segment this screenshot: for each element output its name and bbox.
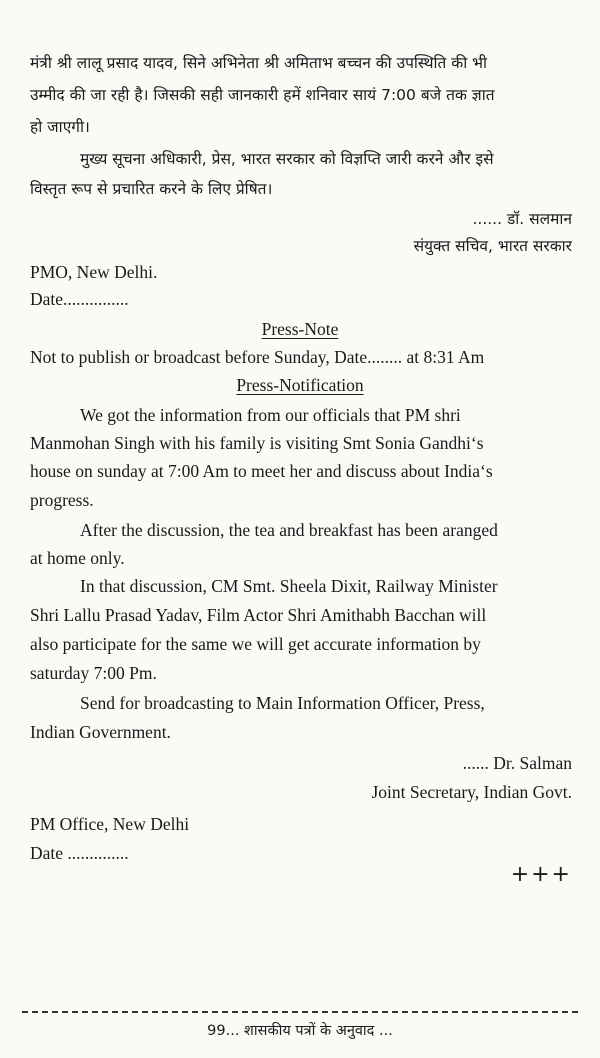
- hindi-line: मंत्री श्री लालू प्रसाद यादव, सिने अभिनेता श्री अमिताभ बच्चन की उपस्थिति की भी: [30, 54, 488, 72]
- press-notification-title: Press-Notification: [236, 375, 364, 395]
- hindi-designation: संयुक्त सचिव, भारत सरकार: [413, 237, 572, 255]
- paragraph-line: also participate for the same we will get accurate information by: [30, 634, 481, 654]
- paragraph-line: After the discussion, the tea and breakfast has been aranged: [80, 520, 498, 540]
- hindi-line: मुख्य सूचना अधिकारी, प्रेस, भारत सरकार को विज्ञप्ति जारी करने और इसे: [80, 150, 494, 168]
- paragraph-line: house on sunday at 7:00 Am to meet her and discuss about India‘s: [30, 461, 493, 481]
- hindi-signature: ...... डॉ. सलमान: [472, 210, 572, 228]
- page-footer: 99... शासकीय पत्रों के अनुवाद ...: [207, 1023, 393, 1039]
- date-line: Date...............: [30, 289, 129, 309]
- paragraph-line: at home only.: [30, 548, 125, 568]
- paragraph-line: saturday 7:00 Pm.: [30, 663, 157, 683]
- end-mark: +++: [510, 862, 572, 887]
- hindi-line: उम्मीद की जा रही है। जिसकी सही जानकारी हमें शनिवार सायं 7:00 बजे तक ज्ञात: [30, 86, 495, 104]
- signature: ...... Dr. Salman: [462, 753, 572, 773]
- office-name: PMO, New Delhi.: [30, 262, 158, 282]
- hindi-line: विस्तृत रूप से प्रचारित करने के लिए प्रेषित।: [30, 180, 273, 198]
- paragraph-line: progress.: [30, 490, 94, 510]
- hindi-line: हो जाएगी।: [30, 118, 90, 136]
- office-name: PM Office, New Delhi: [30, 814, 190, 834]
- paragraph-line: In that discussion, CM Smt. Sheela Dixit, Railway Minister: [80, 576, 498, 596]
- press-note-title: Press-Note: [261, 319, 339, 339]
- embargo-line: Not to publish or broadcast before Sunday, Date........ at 8:31 Am: [30, 347, 485, 367]
- footer-divider: [22, 1011, 578, 1013]
- designation: Joint Secretary, Indian Govt.: [371, 782, 572, 802]
- paragraph-line: We got the information from our officials that PM shri: [80, 405, 461, 425]
- paragraph-line: Manmohan Singh with his family is visiting Smt Sonia Gandhi‘s: [30, 433, 484, 453]
- paragraph-line: Shri Lallu Prasad Yadav, Film Actor Shri Amithabh Bacchan will: [30, 605, 487, 625]
- paragraph-line: Indian Government.: [30, 722, 171, 742]
- paragraph-line: Send for broadcasting to Main Information Officer, Press,: [80, 693, 485, 713]
- date-line: Date ..............: [30, 843, 129, 863]
